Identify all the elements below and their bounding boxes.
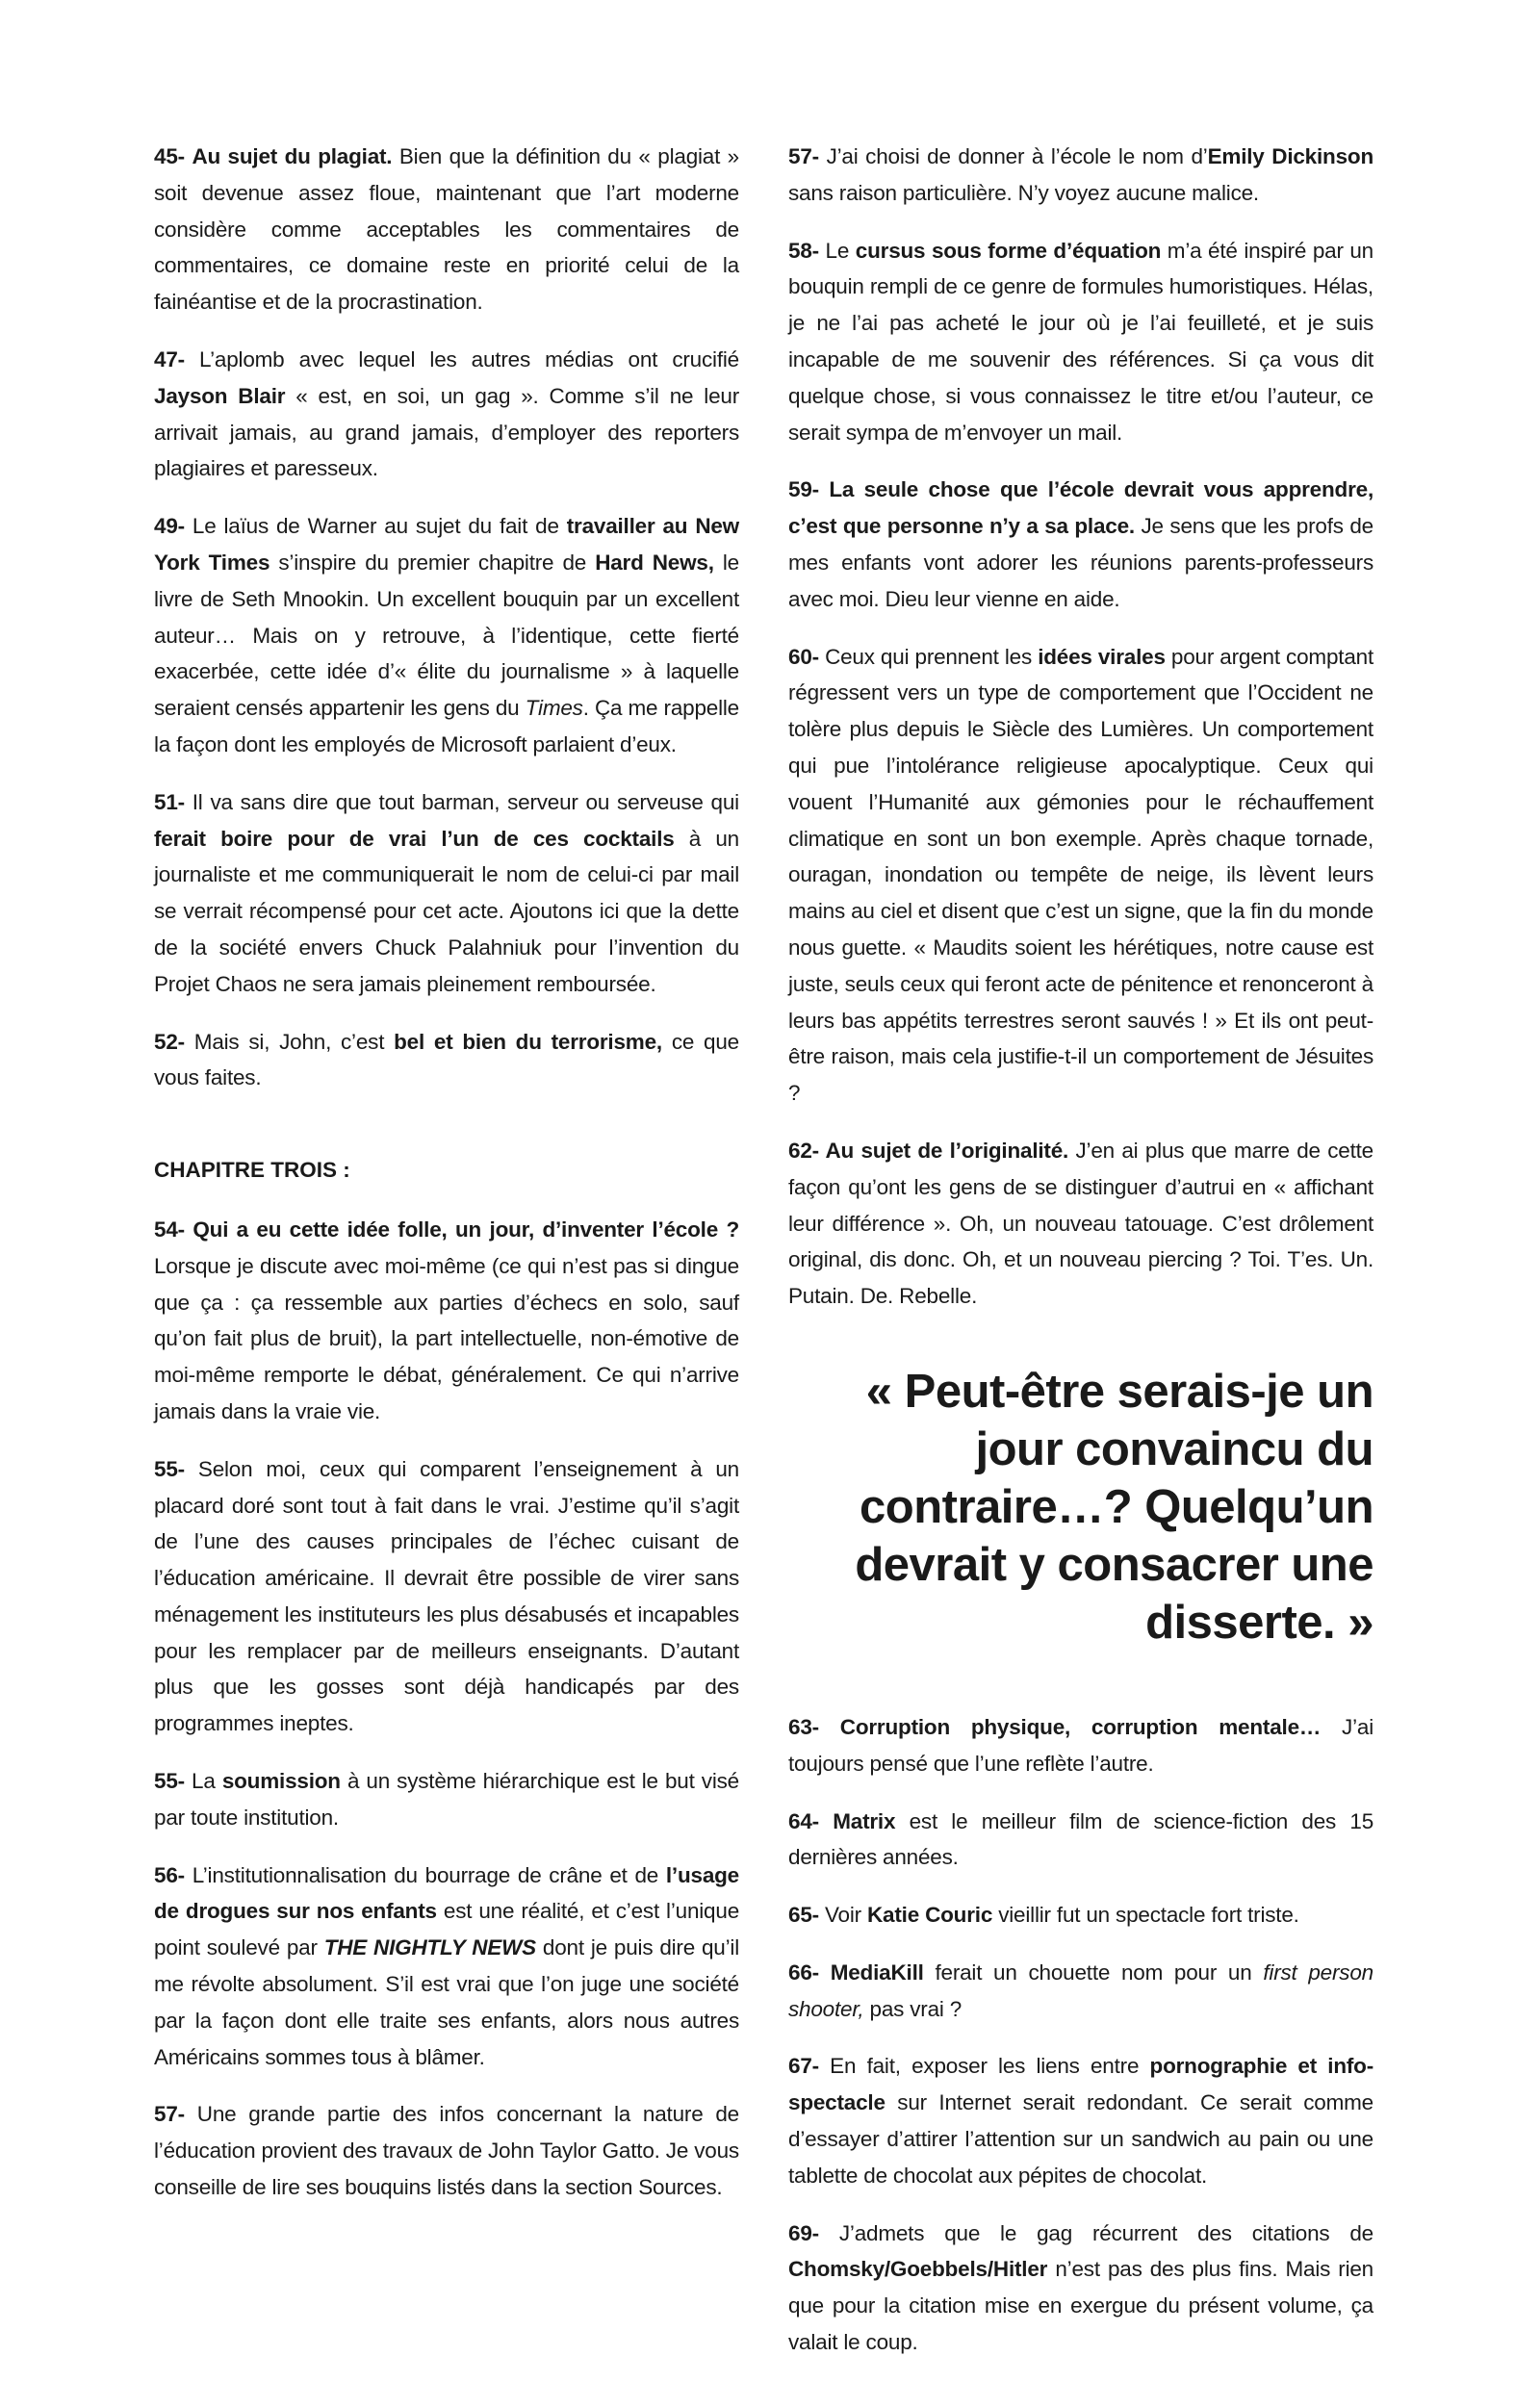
note-number: 45- <box>154 144 185 168</box>
note-text: Une grande partie des infos concernant la nature de l’éducation provient des travaux de John Taylor Gatto. Je vous conseille de lire ses bouquins listés dans la section Sources. <box>154 2102 739 2200</box>
note-text: ferait un chouette nom pour un <box>923 1959 1264 1985</box>
note-bold: Corruption physique, corruption mentale… <box>818 1714 1322 1739</box>
note-text: sans raison particulière. N’y voyez aucune malice. <box>788 180 1259 205</box>
note-54 <box>154 1212 739 1430</box>
right-column <box>788 139 1373 2382</box>
note-56 <box>154 1857 739 2076</box>
note-text: n’est pas des plus fins. Mais rien que pour la citation mise en exergue du présent volume, ça valait le coup. <box>788 2257 1373 2355</box>
note-text: ce que vous faites. <box>154 1029 739 1090</box>
note-49 <box>154 508 739 763</box>
note-text: Voir <box>818 1903 867 1928</box>
note-60 <box>788 639 1373 1112</box>
note-number: 54- <box>154 1217 185 1242</box>
note-text: Le <box>818 238 856 263</box>
note-number: 58- <box>788 238 819 263</box>
note-number: 67- <box>788 2054 819 2079</box>
note-number: 52- <box>154 1029 185 1054</box>
pull-quote: « Peut-être serais-je un jour convaincu du contraire…? Quelqu’un devrait y consacrer une disserte. » <box>855 1365 1373 1649</box>
note-text: Ceux qui prennent les <box>818 644 1039 669</box>
note-bold: Hard News, <box>595 550 714 575</box>
note-text: En fait, exposer les liens entre <box>818 2054 1150 2079</box>
note-text: pour argent comptant régressent vers un type de comportement que l’Occident ne tolère plus depuis le Siècle des Lumières. Un comportement qui pue l’intolérance religieuse apocalyptique. Ceux qui vouent l’Humanité aux gémonies pour le réchauffement climatique en sont un bon exemple. Après chaque tornade, ouragan, inondation ou tempête de neige, ils lèvent leurs mains au ciel et disent que c’est un signe, que la fin du monde nous guette. « Maudits soient les hérétiques, notre cause est juste, seuls ceux qui feront acte de pénitence et renonceront à leurs bas appétits terrestres seront sauvés ! » Et ils ont peut-être raison, mais cela justifie-t-il un comportement de Jésuites ? <box>788 644 1373 1106</box>
note-47 <box>154 342 739 487</box>
note-text: vieillir fut un spectacle fort triste. <box>992 1903 1299 1928</box>
note-58 <box>788 233 1373 451</box>
note-number: 59- <box>788 477 819 502</box>
note-text: Bien que la définition du « plagiat » soit devenue assez floue, maintenant que l’art moderne considère comme acceptables les commentaires de commentaires, ce domaine reste en priorité celui de la fainéantise et de la procrastination. <box>154 144 739 315</box>
note-number: 69- <box>788 2220 819 2245</box>
note-text: L’aplomb avec lequel les autres médias ont crucifié <box>184 346 739 371</box>
note-text: s’inspire du premier chapitre de <box>270 550 596 575</box>
note-55b <box>154 1763 739 1836</box>
note-number: 56- <box>154 1862 185 1887</box>
note-bold: Jayson Blair <box>154 383 286 408</box>
note-number: 57- <box>154 2102 185 2127</box>
note-number: 63- <box>788 1714 819 1739</box>
note-62 <box>788 1133 1373 1315</box>
note-text: sur Internet serait redondant. Ce serait comme d’essayer d’attirer l’attention sur un sandwich au pain ou une tablette de chocolat aux pépites de chocolat. <box>788 2090 1373 2188</box>
note-number: 57- <box>788 144 819 168</box>
note-text: J’ai toujours pensé que l’une reflète l’autre. <box>788 1714 1373 1776</box>
note-bold: bel et bien du terrorisme, <box>394 1029 662 1054</box>
note-bold: Au sujet de l’originalité. <box>818 1138 1069 1163</box>
note-text: est une réalité, et c’est l’unique point soulevé par <box>154 1899 740 1960</box>
note-bold: Matrix <box>818 1808 896 1833</box>
note-text: L’institutionnalisation du bourrage de crâne et de <box>184 1862 666 1887</box>
note-text: Lorsque je discute avec moi-même (ce qui n’est pas si dingue que ça : ça ressemble aux parties d’échecs en solo, sauf qu’on fait plus de bruit), la part intellectuelle, non-émotive de moi-même remporte le débat, généralement. Ce qui n’arrive jamais dans la vraie vie. <box>154 1253 739 1423</box>
note-64 <box>788 1804 1373 1877</box>
note-bold: cursus sous forme d’équation <box>855 238 1162 263</box>
note-lead: Au sujet du plagiat. <box>192 144 393 168</box>
note-bold: pornographie et info-spectacle <box>788 2054 1373 2115</box>
note-text: le livre de Seth Mnookin. Un excellent bouquin par un excellent auteur… Mais on y retrouve, à l’identique, cette fierté exacerbée, cette idée d’« élite du journalisme » à laquelle seraient censés appartenir les gens du <box>154 550 739 721</box>
note-text: J’admets que le gag récurrent des citations de <box>818 2220 1373 2245</box>
note-bold: Chomsky/Goebbels/Hitler <box>788 2257 1048 2282</box>
left-column <box>154 139 739 2227</box>
note-text: J’ai choisi de donner à l’école le nom d’ <box>818 144 1208 168</box>
note-italic: first person shooter, <box>788 1959 1373 2021</box>
note-text: Il va sans dire que tout barman, serveur ou serveuse qui <box>184 789 739 814</box>
note-number: 62- <box>788 1138 819 1163</box>
note-text: Selon moi, ceux qui comparent l’enseignement à un placard doré sont tout à fait dans le vrai. J’estime qu’il s’agit de l’une des causes principales de l’échec cuisant de l’éducation américaine. Il devrait être possible de virer sans ménagement les instituteurs les plus désabusés et incapables pour les remplacer par de meilleurs enseignants. D’autant plus que les gosses sont déjà handicapés par des programmes ineptes. <box>154 1456 739 1736</box>
note-67 <box>788 2048 1373 2193</box>
note-text: à un système hiérarchique est le but visé par toute institution. <box>154 1769 739 1830</box>
note-number: 49- <box>154 514 185 539</box>
note-number: 65- <box>788 1903 819 1928</box>
note-66 <box>788 1955 1373 2028</box>
note-text: « est, en soi, un gag ». Comme s’il ne leur arrivait jamais, au grand jamais, d’employer des reporters plagiaires et paresseux. <box>154 383 739 481</box>
note-bold: ferait boire pour de vrai l’un de ces cocktails <box>154 826 675 851</box>
note-55a <box>154 1451 739 1742</box>
note-text: est le meilleur film de science-fiction des 15 dernières années. <box>788 1808 1374 1870</box>
note-text: à un journaliste et me communiquerait le nom de celui-ci par mail se verrait récompensé pour cet acte. Ajoutons ici que la dette de la société envers Chuck Palahniuk pour l’invention du Projet Chaos ne sera jamais pleinement remboursée. <box>154 826 739 996</box>
note-45 <box>154 139 739 320</box>
note-text: . Ça me rappelle la façon dont les employés de Microsoft parlaient d’eux. <box>154 696 739 756</box>
note-text: pas vrai ? <box>863 1996 962 2021</box>
note-65 <box>788 1897 1373 1934</box>
note-text: Je sens que les profs de mes enfants vont adorer les réunions parents-professeurs avec moi. Dieu leur vienne en aide. <box>788 514 1373 611</box>
note-number: 60- <box>788 644 819 669</box>
note-bold: travailler au New York Times <box>154 514 739 575</box>
note-bold: soumission <box>221 1769 341 1794</box>
note-number: 55- <box>154 1769 185 1794</box>
note-57b <box>788 139 1373 212</box>
note-bold-italic: THE NIGHTLY NEWS <box>323 1935 536 1960</box>
note-69 <box>788 2216 1373 2361</box>
note-63 <box>788 1709 1373 1782</box>
note-number: 66- <box>788 1959 819 1985</box>
note-number: 64- <box>788 1808 819 1833</box>
note-bold: l’usage de drogues sur nos enfants <box>154 1862 739 1924</box>
chapter-heading: CHAPITRE TROIS : <box>154 1158 350 1183</box>
note-text: Mais si, John, c’est <box>184 1029 395 1054</box>
note-number: 47- <box>154 346 185 371</box>
note-bold: Qui a eu cette idée folle, un jour, d’inventer l’école ? <box>184 1217 739 1242</box>
note-text: m’a été inspiré par un bouquin rempli de ce genre de formules humoristiques. Hélas, je ne l’ai pas acheté le jour où je l’ai feuilleté, et je suis incapable de me souvenir des références. Si ça vous dit quelque chose, si vous connaissez le titre et/ou l’auteur, ce serait sympa de m’envoyer un mail. <box>788 238 1373 445</box>
note-52 <box>154 1024 739 1097</box>
note-number: 55- <box>154 1456 185 1481</box>
note-bold: Emily Dickinson <box>1207 144 1373 168</box>
note-text: La <box>184 1769 222 1794</box>
note-text: dont je puis dire qu’il me révolte absolument. S’il est vrai que l’on juge une société par la façon dont elle traite ses enfants, alors nous autres Américains sommes tous à blâmer. <box>154 1935 739 2069</box>
note-text: Le laïus de Warner au sujet du fait de <box>184 514 567 539</box>
note-bold: idées virales <box>1038 644 1166 669</box>
note-bold: MediaKill <box>818 1959 924 1985</box>
note-57 <box>154 2096 739 2205</box>
note-number: 51- <box>154 789 185 814</box>
note-59 <box>788 472 1373 617</box>
note-italic: Times <box>525 696 583 721</box>
note-51 <box>154 784 739 1003</box>
note-bold: Katie Couric <box>867 1903 993 1928</box>
note-text: J’en ai plus que marre de cette façon qu’ont les gens de se distinguer d’autrui en « affichant leur différence ». Oh, un nouveau tatouage. C’est drôlement original, dis donc. Oh, et un nouveau piercing ? Toi. T’es. Un. Putain. De. Rebelle. <box>788 1138 1373 1309</box>
note-bold: La seule chose que l’école devrait vous apprendre, c’est que personne n’y a sa place. <box>788 477 1373 539</box>
